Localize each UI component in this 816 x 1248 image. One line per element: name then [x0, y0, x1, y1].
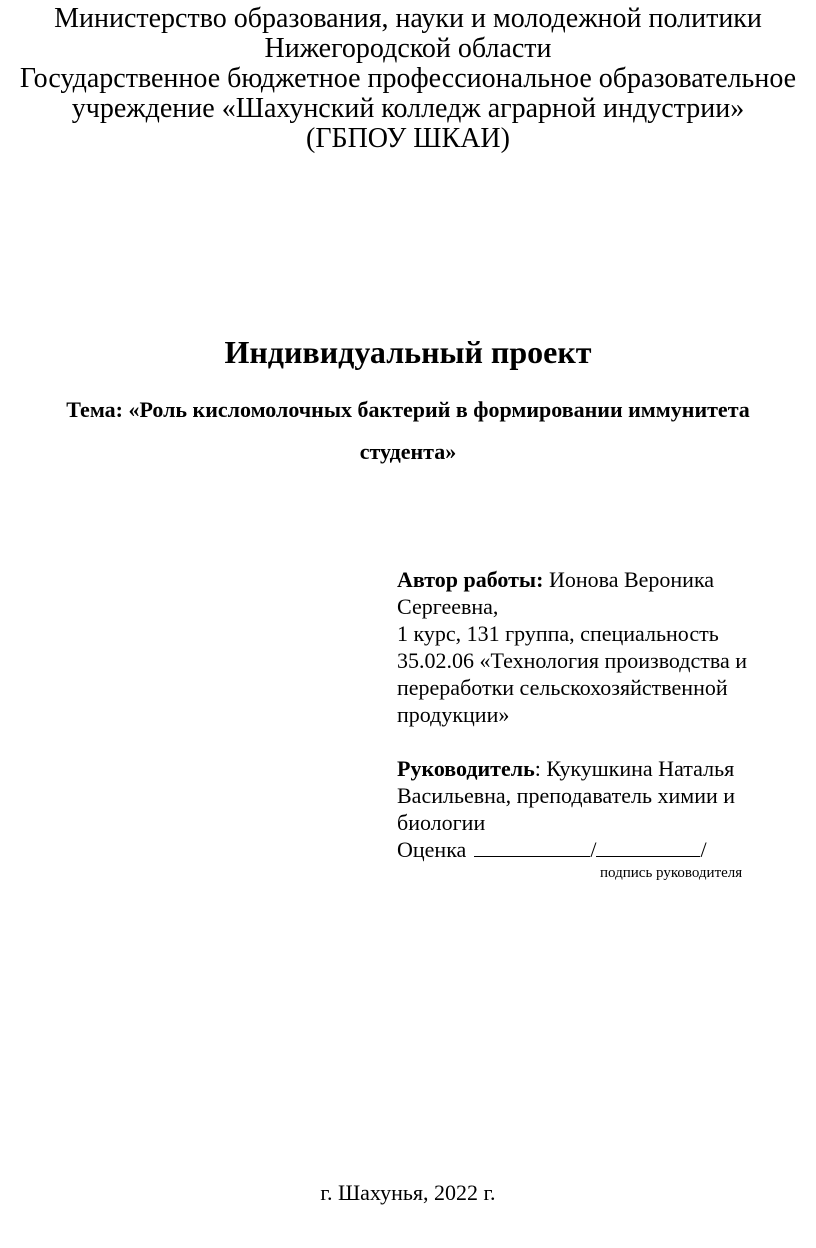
- header-line: (ГБПОУ ШКАИ): [306, 123, 510, 154]
- project-topic: [0, 389, 816, 473]
- author-line: переработки сельскохозяйственной: [397, 675, 728, 700]
- spacer: [397, 728, 797, 755]
- author-name: Ионова Вероника: [543, 567, 715, 592]
- supervisor-line: Васильевна, преподаватель химии и: [397, 783, 736, 808]
- author-line: 35.02.06 «Технология производства и: [397, 648, 748, 673]
- author-line: 1 курс, 131 группа, специальность: [397, 621, 719, 646]
- header-line: Министерство образования, науки и молодежной политики: [54, 3, 762, 34]
- city-year-footer: г. Шахунья, 2022 г.: [320, 1180, 496, 1205]
- grade-separator: /: [590, 837, 597, 862]
- supervisor-line: биологии: [397, 810, 486, 835]
- supervisor-line: [397, 755, 797, 782]
- topic-line: студента»: [359, 439, 457, 464]
- signature-blank: [596, 836, 700, 857]
- supervisor-name: : Кукушкина Наталья: [534, 756, 735, 781]
- author-line: продукции»: [397, 702, 510, 727]
- header-line: Нижегородской области: [264, 33, 552, 64]
- grade-label: Оценка: [397, 837, 467, 862]
- grade-line: [397, 836, 797, 863]
- author-label: Автор работы:: [397, 567, 544, 592]
- document-title: Индивидуальный проект: [224, 334, 592, 370]
- author-line: Сергеевна,: [397, 594, 499, 619]
- supervisor-label: Руководитель: [397, 756, 535, 781]
- header-line: Государственное бюджетное профессиональное образовательное: [19, 63, 797, 94]
- institution-header: [0, 4, 816, 154]
- author-info-block: [397, 566, 797, 863]
- grade-end: /: [700, 837, 707, 862]
- topic-line: Тема: «Роль кисломолочных бактерий в формировании иммунитета: [66, 397, 750, 422]
- header-line: учреждение «Шахунский колледж аграрной индустрии»: [71, 93, 745, 124]
- grade-blank: [474, 836, 590, 857]
- author-line: [397, 566, 797, 593]
- signature-caption: подпись руководителя: [600, 865, 743, 881]
